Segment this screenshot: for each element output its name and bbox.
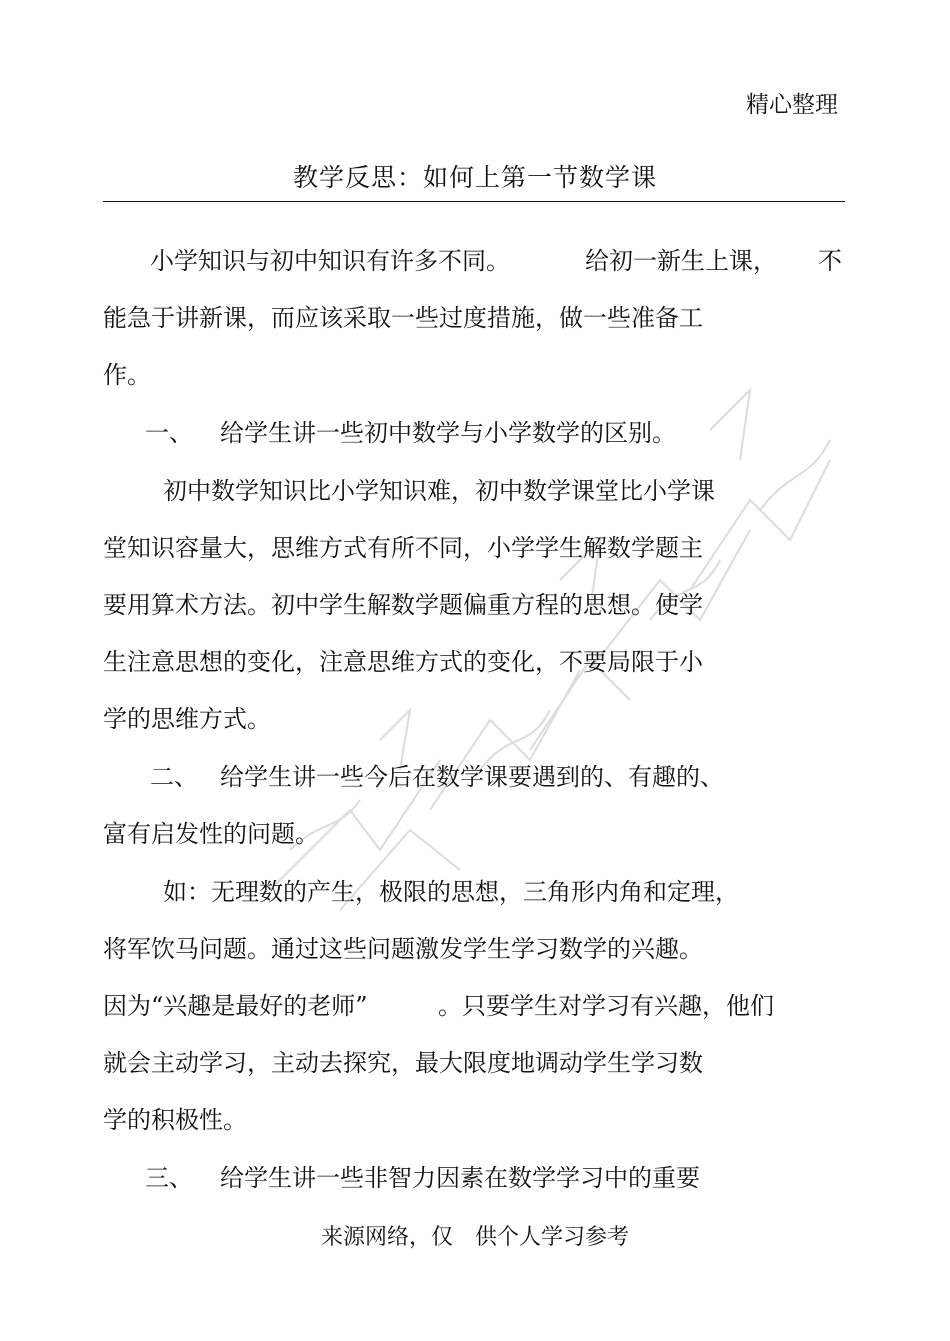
paragraph-line: 生注意思想的变化，注意思维方式的变化，不要局限于小 [103, 648, 703, 676]
footer-note: 来源网络，仅 供个人学习参考 [320, 1225, 629, 1250]
paragraph-line: 。只要学生对学习有兴趣，他们 [438, 992, 774, 1020]
section-number: 二、 [150, 763, 198, 791]
paragraph-line: 学的积极性。 [103, 1106, 247, 1134]
paragraph-line: 因为“兴趣是最好的老师” [103, 992, 368, 1020]
paragraph-line: 学的思维方式。 [103, 705, 271, 733]
paragraph-line: 不 [818, 247, 842, 275]
page-title: 教学反思：如何上第一节数学课 [292, 163, 657, 192]
section-number: 一、 [145, 419, 193, 447]
paragraph-line: 作。 [103, 361, 151, 389]
section-number: 三、 [145, 1164, 193, 1192]
paragraph-line: 堂知识容量大，思维方式有所不同，小学学生解数学题主 [103, 534, 703, 562]
paragraph-line: 能急于讲新课，而应该采取一些过度措施，做一些准备工 [103, 304, 703, 332]
paragraph-line: 就会主动学习，主动去探究，最大限度地调动学生学习数 [103, 1049, 703, 1077]
section-heading: 给学生讲一些初中数学与小学数学的区别。 [220, 419, 676, 447]
paragraph-line: 将军饮马问题。通过这些问题激发学生学习数学的兴趣。 [103, 935, 703, 963]
paragraph-line: 初中数学知识比小学知识难，初中数学课堂比小学课 [163, 477, 715, 505]
title-rule [103, 201, 845, 202]
header-note: 精心整理 [746, 92, 838, 118]
section-heading: 给学生讲一些非智力因素在数学学习中的重要 [220, 1164, 700, 1192]
section-heading: 给学生讲一些今后在数学课要遇到的、有趣的、 [220, 763, 724, 791]
paragraph-line: 给初一新生上课， [585, 247, 777, 275]
paragraph-line: 小学知识与初中知识有许多不同。 [150, 247, 510, 275]
paragraph-line: 如：无理数的产生，极限的思想，三角形内角和定理， [163, 878, 739, 906]
paragraph-line: 要用算术方法。初中学生解数学题偏重方程的思想。使学 [103, 591, 703, 619]
section-heading-continued: 富有启发性的问题。 [103, 820, 319, 848]
